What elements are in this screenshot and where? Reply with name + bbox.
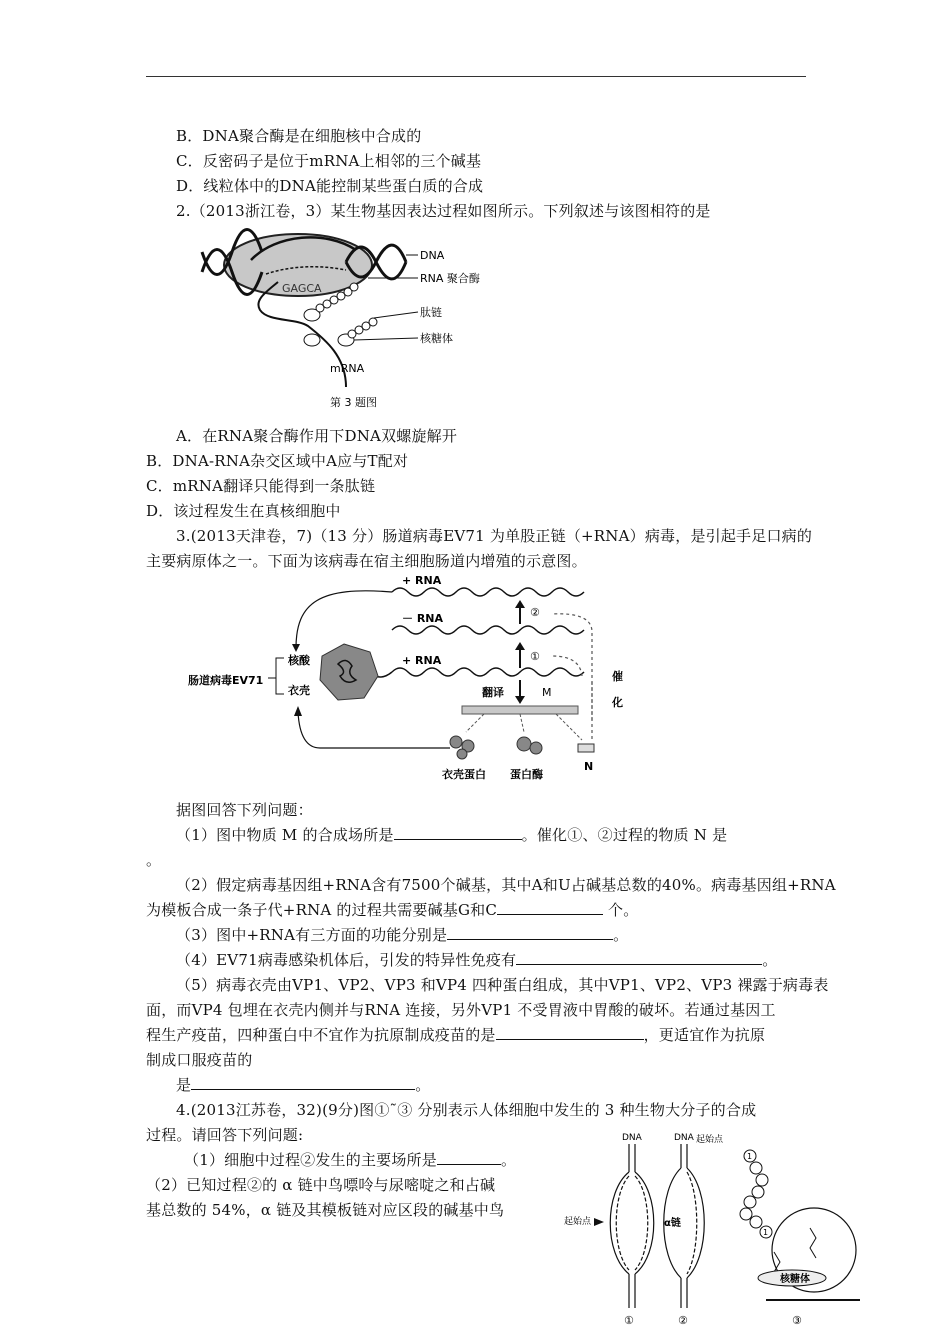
arrowhead-translate	[515, 696, 525, 704]
q3-part5-line3: 程生产疫苗，四种蛋白中不宜作为抗原制成疫苗的是 ，更适宜作为抗原	[146, 1026, 766, 1044]
minus-rna-strand	[392, 626, 584, 634]
origin-arrow	[594, 1218, 604, 1226]
q3-part2-line1: （2）假定病毒基因组+RNA含有7500个碱基，其中A和U占碱基总数的40%。病毒基因组+RNA	[176, 876, 836, 894]
ribosome-leader	[354, 338, 418, 340]
q1-option-b: B．DNA聚合酶是在细胞核中合成的	[176, 127, 422, 145]
q4-part2-line1: （2）已知过程②的 α 链中鸟嘌呤与尿嘧啶之和占碱	[146, 1176, 496, 1194]
plus-rna-top-strand	[392, 588, 584, 596]
answer-blank-1[interactable]	[394, 825, 522, 840]
q4-stem-line2: 过程。请回答下列问题:	[146, 1126, 304, 1144]
label-dna-2: DNA	[674, 1133, 694, 1143]
bead-2: 1	[763, 1228, 769, 1237]
q2-option-b: B．DNA-RNA杂交区域中A应与T配对	[146, 452, 409, 470]
q4-part1: （1）细胞中过程②发生的主要场所是 。	[184, 1151, 517, 1169]
peptide-beads	[740, 1150, 772, 1238]
peptide-leader	[374, 312, 418, 318]
figure-caption: 第 3 题图	[330, 396, 377, 409]
substance-n	[578, 744, 594, 752]
label-minus-rna: － RNA	[402, 612, 444, 625]
q3-stem-line1: 3.(2013天津卷，7)（13 分）肠道病毒EV71 为单股正链（+RNA）病毒，是引起手足口病的	[176, 527, 813, 545]
capsid-protein-shapes	[450, 736, 474, 759]
q3-part3: （3）图中+RNA有三方面的功能分别是 。	[176, 926, 629, 944]
label-n: N	[584, 760, 594, 773]
answer-blank-4[interactable]	[516, 950, 762, 965]
label-peptide: 肽链	[420, 306, 442, 319]
bracket	[276, 658, 284, 694]
answer-blank-7[interactable]	[437, 1150, 501, 1165]
q2-option-c: C．mRNA翻译只能得到一条肽链	[146, 477, 376, 495]
label-origin-top: 起始点	[696, 1135, 724, 1145]
q3-part5-line1: （5）病毒衣壳由VP1、VP2、VP3 和VP4 四种蛋白组成，其中VP1、VP2、VP3 裸露于病毒表	[176, 976, 829, 994]
label-mrna: mRNA	[330, 362, 365, 375]
catalysis-path-2	[552, 614, 592, 720]
label-capsid-protein: 衣壳蛋白	[442, 768, 486, 781]
label-translate: 翻译	[482, 686, 504, 699]
assembly-path-bottom	[298, 712, 450, 748]
cleavage-3	[556, 714, 582, 740]
answer-blank-5[interactable]	[496, 1025, 644, 1040]
label-virus-name: 肠道病毒EV71	[188, 674, 264, 687]
cleavage-2	[520, 714, 524, 732]
q2-option-a: A．在RNA聚合酶作用下DNA双螺旋解开	[176, 427, 458, 445]
answer-blank-2[interactable]	[497, 900, 603, 915]
assembly-path-top	[296, 591, 392, 648]
q3-part1-end: 。	[146, 851, 162, 869]
label-nucleic-acid: 核酸	[288, 654, 310, 667]
answer-blank-3[interactable]	[447, 925, 613, 940]
q3-stem-line2: 主要病原体之一。下面为该病毒在宿主细胞肠道内增殖的示意图。	[146, 552, 587, 570]
label-ribosome: 核糖体	[780, 1274, 810, 1285]
label-ribosome: 核糖体	[420, 332, 453, 345]
label-origin-left: 起始点	[564, 1217, 592, 1227]
protease-shapes	[517, 737, 542, 754]
label-dna-1: DNA	[622, 1133, 642, 1143]
q1-option-d: D．线粒体中的DNA能控制某些蛋白质的合成	[176, 177, 484, 195]
label-rna-polymerase: RNA 聚合酶	[420, 272, 480, 285]
label-plus-rna-top: + RNA	[402, 574, 442, 587]
ribosome-2	[304, 334, 320, 346]
q3-part4: （4）EV71病毒感染机体后，引发的特异性免疫有 。	[176, 951, 778, 969]
ev71-figure	[180, 572, 640, 784]
label-plus-rna-mid: + RNA	[402, 654, 442, 667]
plus-rna-mid-strand	[392, 668, 584, 676]
label-step2: ②	[530, 606, 540, 619]
q2-stem: 2.（2013浙江卷，3）某生物基因表达过程如图所示。下列叙述与该图相符的是	[176, 202, 711, 220]
cleavage-1	[466, 714, 484, 732]
synthesis-processes-figure	[560, 1128, 860, 1328]
sequence-label: GAGCA	[282, 282, 322, 295]
arrowhead-assembly-bottom	[294, 706, 302, 716]
q1-option-c: C．反密码子是位于mRNA上相邻的三个碱基	[176, 152, 482, 170]
q3-part5-line5: 是 。	[176, 1076, 431, 1094]
trna-2	[810, 1228, 816, 1258]
bead-1: 1	[747, 1152, 753, 1161]
label-dna: DNA	[420, 249, 445, 262]
label-process-3: ③	[792, 1314, 802, 1327]
q4-part2-line2: 基总数的 54%，α 链及其模板链对应区段的碱基中鸟	[146, 1201, 505, 1219]
answer-blank-6[interactable]	[191, 1075, 415, 1090]
catalysis-path-1	[552, 656, 582, 676]
label-catalyze-2: 化	[612, 696, 623, 709]
label-process-1: ①	[624, 1314, 634, 1327]
virus-particle	[320, 644, 378, 700]
label-catalyze-1: 催	[612, 670, 623, 683]
q3-prompt: 据图回答下列问题：	[176, 801, 313, 819]
q4-stem-line1: 4.(2013江苏卷，32)(9分)图①˜③ 分别表示人体细胞中发生的 3 种生物大分子的合成	[176, 1101, 757, 1119]
q3-part1: （1）图中物质 M 的合成场所是 。催化①、②过程的物质 N 是	[176, 826, 728, 844]
q3-part5-line2: 面，而VP4 包埋在衣壳内侧并与RNA 连接，另外VP1 不受胃液中胃酸的破坏。若通过基因工	[146, 1001, 776, 1019]
gene-expression-figure	[196, 222, 496, 417]
replication-bubble	[610, 1144, 654, 1308]
header-rule	[146, 76, 806, 77]
arrowhead-step2	[515, 600, 525, 608]
label-protease: 蛋白酶	[510, 768, 543, 781]
label-step1: ①	[530, 650, 540, 663]
q3-part2-line2: 为模板合成一条子代+RNA 的过程共需要碱基G和C 个。	[146, 901, 639, 919]
arrowhead-assembly-top	[292, 644, 300, 652]
label-capsid: 衣壳	[288, 684, 310, 697]
q2-option-d: D．该过程发生在真核细胞中	[146, 502, 341, 520]
label-m: M	[542, 686, 552, 699]
polyprotein-m	[462, 706, 578, 714]
q3-part5-line4: 制成口服疫苗的	[146, 1051, 253, 1069]
label-alpha-chain: α链	[664, 1218, 681, 1229]
label-process-2: ②	[678, 1314, 688, 1327]
arrowhead-step1	[515, 642, 525, 650]
